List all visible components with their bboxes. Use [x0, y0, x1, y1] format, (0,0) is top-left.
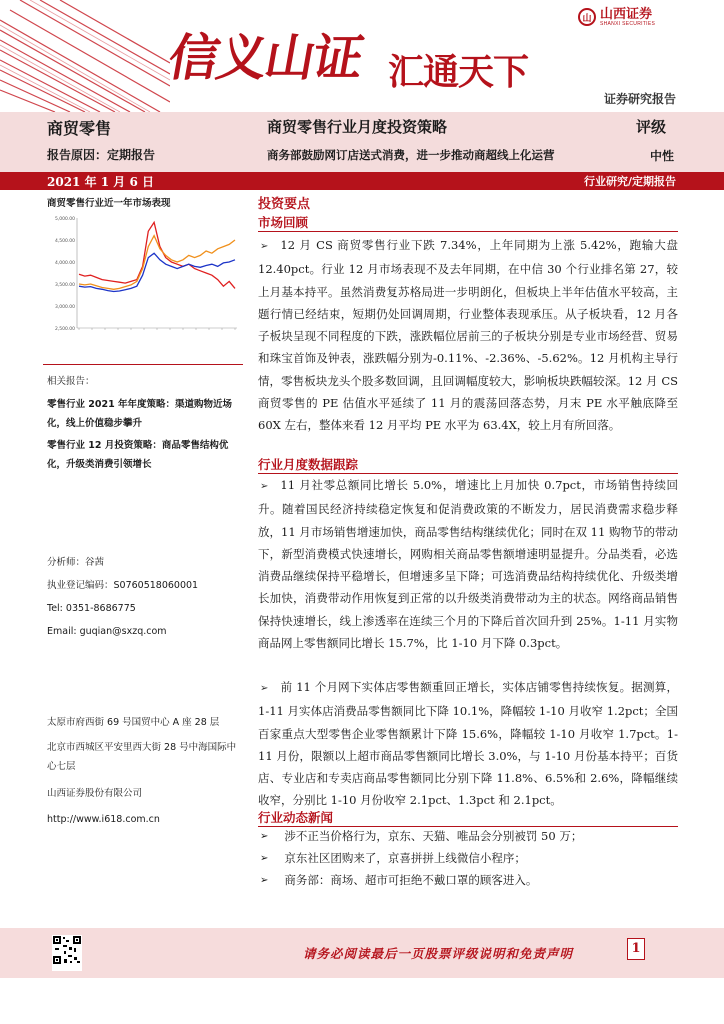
- report-date: 2021 年 1 月 6 日: [47, 175, 154, 189]
- section-news-title: 行业动态新闻: [258, 810, 334, 825]
- analyst: 分析师：谷茜: [47, 557, 105, 568]
- bullet-arrow-icon: ➢: [260, 830, 269, 842]
- y-axis-ticks: [55, 216, 75, 332]
- company-logo: [578, 6, 655, 28]
- series-line-2: [79, 253, 235, 291]
- report-title: 商贸零售行业月度投资策略: [267, 118, 448, 136]
- section-market-review-title: 市场回顾: [258, 215, 309, 230]
- logo-name: 山西证券: [600, 6, 653, 22]
- header-banner: [0, 0, 724, 112]
- slogan-part1: 信义山证: [164, 28, 367, 87]
- news-text: 商务部：商场、超市可拒绝不戴口罩的顾客进入。: [284, 873, 538, 887]
- decorative-stripes: [0, 0, 170, 112]
- rating-label: 评级: [636, 118, 667, 136]
- company-name: 山西证券股份有限公司: [47, 788, 143, 799]
- y-tick-label: 5,000.00: [54, 217, 75, 222]
- qr-code-icon[interactable]: [52, 935, 82, 971]
- series-line-3: [79, 236, 235, 290]
- report-category: 行业研究/定期报告: [583, 175, 676, 188]
- chart-title: 商贸零售行业近一年市场表现: [47, 198, 171, 209]
- y-tick-label: 2,500.00: [54, 327, 75, 332]
- market-performance-chart: [43, 210, 241, 358]
- paragraph-text: 11 月社零总额同比增长 5.0%，增速比上月加快 0.7pct，市场销售持续回升。随着国民经济持续稳定恢复和促消费政策的不断发力，居民消费需求稳步释放，11 月市场销售增速加快，商品零售结构继续优化；同时在双 11 购物节的带动下，新型消费模式快速增长，网购相关商品零售额增速明显提升。分品类看，必选消费品继续保持平稳增长，但增速多呈下降；可选消费品结构持续优化、升级类增长加快，消费带动作用恢复到正常的以升级类消费带动为主的状态。网络商品销售保持快速增长，线上渗透率在连续三个月的下降后首次回升到 25%。1-11 月实物商品网上零售额同比增长 15.7%，比 1-10 月下降 0.3pct。: [258, 478, 678, 651]
- related-report-item[interactable]: 零售行业 12 月投资策略：商品零售结构优化，升级类消费引领增长: [47, 440, 229, 470]
- address-taiyuan: 太原市府西街 69 号国贸中心 A 座 28 层: [47, 717, 220, 728]
- chart-series: [79, 222, 235, 291]
- related-report-item[interactable]: 零售行业 2021 年年度策略：渠道购物近场化，线上价值稳步攀升: [47, 399, 233, 429]
- logo-en: SHANXI SECURITIES: [600, 20, 656, 27]
- section-key-points: 投资要点: [258, 197, 311, 212]
- data-tracking-paragraph-1: [258, 474, 678, 654]
- section-divider: [258, 231, 678, 232]
- y-tick-label: 3,000.00: [54, 305, 75, 310]
- y-tick-label: 4,000.00: [54, 261, 75, 266]
- news-text: 京东社区团购来了，京喜拼拼上线微信小程序；: [284, 851, 526, 865]
- news-item[interactable]: [258, 847, 526, 869]
- news-text: 涉不正当价格行为，京东、天猫、唯品会分别被罚 50 万；: [284, 829, 583, 843]
- website-link[interactable]: http://www.i618.com.cn: [47, 814, 160, 825]
- related-reports-title: 相关报告：: [47, 376, 95, 387]
- bullet-arrow-icon: ➢: [260, 683, 269, 694]
- series-line-1: [79, 222, 235, 288]
- logo-seal-icon: 山: [578, 8, 596, 26]
- paragraph-text: 前 11 个月网下实体店零售额重回正增长，实体店铺零售持续恢复。据测算，1-11 月实体店消费品零售额同比下降 10.1%，降幅较 1-10 月收窄 1.2pct；全国百家重点大型零售企业零售额累计下降 15.6%，降幅较 1-10 月收窄 1.7pct。1-11 月份，限额以上超市商品零售额同比增长 3.0%，与 1-10 月份基本持平；百货店、专业店和专卖店商品零售额同比分别下降 11.8%、6.5%和 2.6%，降幅继续收窄，分别比 1-10 月份收窄 2.1pct、1.3pct 和 2.1pct。: [258, 680, 678, 808]
- paragraph-text: 12 月 CS 商贸零售行业下跌 7.34%，上年同期为上涨 5.42%，跑输大盘 12.40pct。行业 12 月市场表现不及去年同期，在中信 30 个行业排名第 27，较上月基本持平。虽然消费复苏格局进一步明朗化，但板块上半年估值水平较高，主题行情已经结束，短期仍处回调周期，行业整体表现承压。从子板块看，12 月各子板块呈现不同程度的下跌，涨跌幅位居前三的子板块分别是专业市场经营、贸易和珠宝首饰及钟表，涨跌幅分别为-0.11%、-2.36%、-5.62%。12 月机构主导行情，零售板块龙头个股多数回调，且回调幅度较大，影响板块跌幅较深。12 月 CS 商贸零售的 PE 估值水平延续了 11 月的震荡回落态势，月末 PE 水平触底降至 60X 左右，整体来看 12 月平均 PE 水平为 63.4X，较上月有所回落。: [258, 238, 678, 433]
- news-item[interactable]: [258, 869, 537, 891]
- report-subtitle: 商务部鼓励网订店送式消费，进一步推动商超线上化运营: [267, 148, 555, 162]
- sector-name: 商贸零售: [47, 119, 112, 138]
- news-item[interactable]: [258, 825, 582, 847]
- bullet-arrow-icon: ➢: [260, 852, 269, 864]
- address-beijing: 北京市西城区平安里西大街 28 号中海国际中心七层: [47, 742, 237, 772]
- y-tick-label: 4,500.00: [54, 239, 75, 244]
- disclaimer-text: 请务必阅读最后一页股票评级说明和免责声明: [302, 946, 573, 961]
- report-reason: 报告原因：定期报告: [47, 148, 156, 162]
- slogan-part2: 汇通天下: [388, 51, 529, 93]
- y-tick-label: 3,500.00: [54, 283, 75, 288]
- report-type: 证券研究报告: [603, 92, 676, 106]
- market-review-paragraph: [258, 234, 678, 437]
- bullet-arrow-icon: ➢: [260, 241, 269, 252]
- data-tracking-paragraph-2: [258, 676, 678, 812]
- license-code: 执业登记编码：S0760518060001: [47, 580, 199, 591]
- page-number: 1: [627, 938, 645, 960]
- section-data-tracking-title: 行业月度数据跟踪: [258, 457, 359, 472]
- telephone: Tel: 0351-8686775: [47, 603, 136, 614]
- bullet-arrow-icon: ➢: [260, 481, 269, 492]
- rating-value: 中性: [650, 149, 675, 163]
- sidebar-divider: [43, 364, 243, 365]
- email-link[interactable]: Email: guqian@sxzq.com: [47, 626, 167, 637]
- bullet-arrow-icon: ➢: [260, 874, 269, 886]
